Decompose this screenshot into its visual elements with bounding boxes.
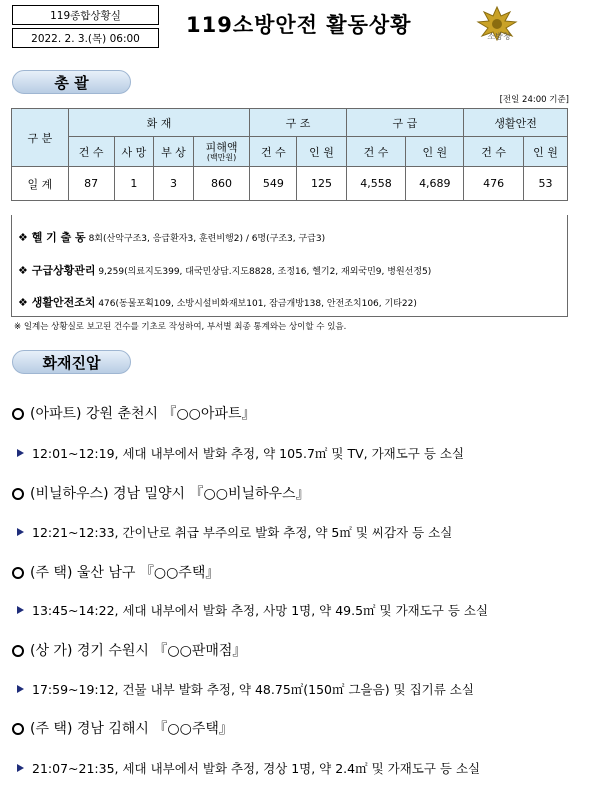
note-text: 476(동물포획109, 소방시설비화재보101, 잠금개방138, 안전조치106, 기타22) — [98, 299, 417, 309]
fire-item-title — [12, 483, 310, 503]
cell-ems-persons: 4,689 — [406, 167, 464, 201]
triangle-bullet-icon — [17, 685, 24, 693]
fire-item-detail — [17, 601, 488, 619]
summary-notes — [11, 215, 568, 317]
fire-detail-text: 12:01~12:19, 세대 내부에서 발화 추정, 약 105.7㎡ 및 TV, 가재도구 등 소실 — [32, 446, 465, 461]
cell-fire-death: 1 — [114, 167, 154, 201]
fire-detail-text: 12:21~12:33, 간이난로 취급 부주의로 발화 추정, 약 5㎡ 및 씨감자 등 소실 — [32, 525, 453, 540]
cell-life-count: 476 — [464, 167, 524, 201]
cell-fire-count: 87 — [68, 167, 114, 201]
note-label: ❖ 헬 기 출 동 — [18, 231, 86, 244]
summary-table — [11, 108, 568, 201]
fire-title-text: (아파트) 강원 춘천시 『○○아파트』 — [30, 406, 256, 422]
row-label: 일 계 — [12, 167, 69, 201]
fire-item-title — [12, 718, 233, 738]
header-fire: 화 재 — [68, 109, 250, 137]
fire-item-detail — [17, 444, 464, 462]
fire-detail-text: 21:07~21:35, 세대 내부에서 발화 추정, 경상 1명, 약 2.4㎡ 및 가재도구 등 소실 — [32, 761, 481, 776]
footnote: ※ 일계는 상황실로 보고된 건수를 기초로 작성하여, 부서별 최종 통계와는 상이할 수 있음. — [14, 322, 347, 332]
cell-fire-damage: 860 — [193, 167, 250, 201]
header-category: 구 분 — [12, 109, 69, 167]
logo-text: 소방청 — [487, 32, 511, 41]
fire-item-title — [12, 403, 255, 423]
header-life-count: 건 수 — [464, 137, 524, 167]
triangle-bullet-icon — [17, 606, 24, 614]
note-text: 9,259(의료지도399, 대국민상담.지도8828, 조정16, 헬기2, 재외국민9, 병원선정5) — [98, 267, 432, 277]
header-damage-unit: (백만원) — [206, 152, 237, 162]
table-row — [12, 167, 568, 201]
note-ems-management — [18, 262, 431, 278]
report-datetime: 2022. 2. 3.(목) 06:00 — [12, 28, 159, 48]
header-fire-injury: 부 상 — [154, 137, 194, 167]
note-text: 8회(산악구조3, 응급환자3, 훈련비행2) / 6명(구조3, 구급3) — [88, 234, 326, 244]
fire-item-detail — [17, 680, 474, 698]
fire-section-label: 화재진압 — [12, 350, 131, 374]
header-rescue: 구 조 — [250, 109, 346, 137]
summary-basis: [전일 24:00 기준] — [499, 95, 569, 105]
fire-title-text: (주 택) 경남 김해시 『○○주택』 — [30, 721, 233, 737]
triangle-bullet-icon — [17, 449, 24, 457]
hollow-circle-icon — [12, 645, 24, 657]
fire-title-text: (비닐하우스) 경남 밀양시 『○○비닐하우스』 — [30, 486, 310, 502]
fire-item-detail — [17, 523, 452, 541]
header-fire-death: 사 망 — [114, 137, 154, 167]
fire-item-title — [12, 640, 246, 660]
cell-fire-injury: 3 — [154, 167, 194, 201]
header-rescue-persons: 인 원 — [297, 137, 346, 167]
header-damage-label: 피해액 — [205, 140, 238, 154]
header-fire-count: 건 수 — [68, 137, 114, 167]
cell-life-persons: 53 — [524, 167, 568, 201]
cell-rescue-persons: 125 — [297, 167, 346, 201]
header-ems-count: 건 수 — [346, 137, 406, 167]
header-rescue-count: 건 수 — [250, 137, 297, 167]
page-title: 119소방안전 활동상황 — [186, 13, 412, 37]
header-life-persons: 인 원 — [524, 137, 568, 167]
fire-item-detail — [17, 759, 480, 777]
header-life-safety: 생활안전 — [464, 109, 568, 137]
hollow-circle-icon — [12, 408, 24, 420]
fire-item-title — [12, 562, 219, 582]
hollow-circle-icon — [12, 723, 24, 735]
cell-rescue-count: 549 — [250, 167, 297, 201]
triangle-bullet-icon — [17, 528, 24, 536]
note-life-safety — [18, 294, 417, 310]
dept-label: 119종합상황실 — [12, 5, 159, 25]
fire-detail-text: 13:45~14:22, 세대 내부에서 발화 추정, 사망 1명, 약 49.5㎡ 및 가재도구 등 소실 — [32, 603, 489, 618]
note-helicopter — [18, 229, 325, 245]
header-ems: 구 급 — [346, 109, 464, 137]
header-ems-persons: 인 원 — [406, 137, 464, 167]
note-label: ❖ 생활안전조치 — [18, 296, 96, 309]
hollow-circle-icon — [12, 567, 24, 579]
triangle-bullet-icon — [17, 764, 24, 772]
hollow-circle-icon — [12, 488, 24, 500]
fire-title-text: (상 가) 경기 수원시 『○○판매점』 — [30, 643, 247, 659]
fire-title-text: (주 택) 울산 남구 『○○주택』 — [30, 565, 220, 581]
summary-section-label: 총 괄 — [12, 70, 131, 94]
cell-ems-count: 4,558 — [346, 167, 406, 201]
fire-detail-text: 17:59~19:12, 건물 내부 발화 추정, 약 48.75㎡(150㎡ 그을음) 및 집기류 소실 — [32, 682, 474, 697]
header-fire-damage — [193, 137, 250, 167]
note-label: ❖ 구급상황관리 — [18, 264, 96, 277]
